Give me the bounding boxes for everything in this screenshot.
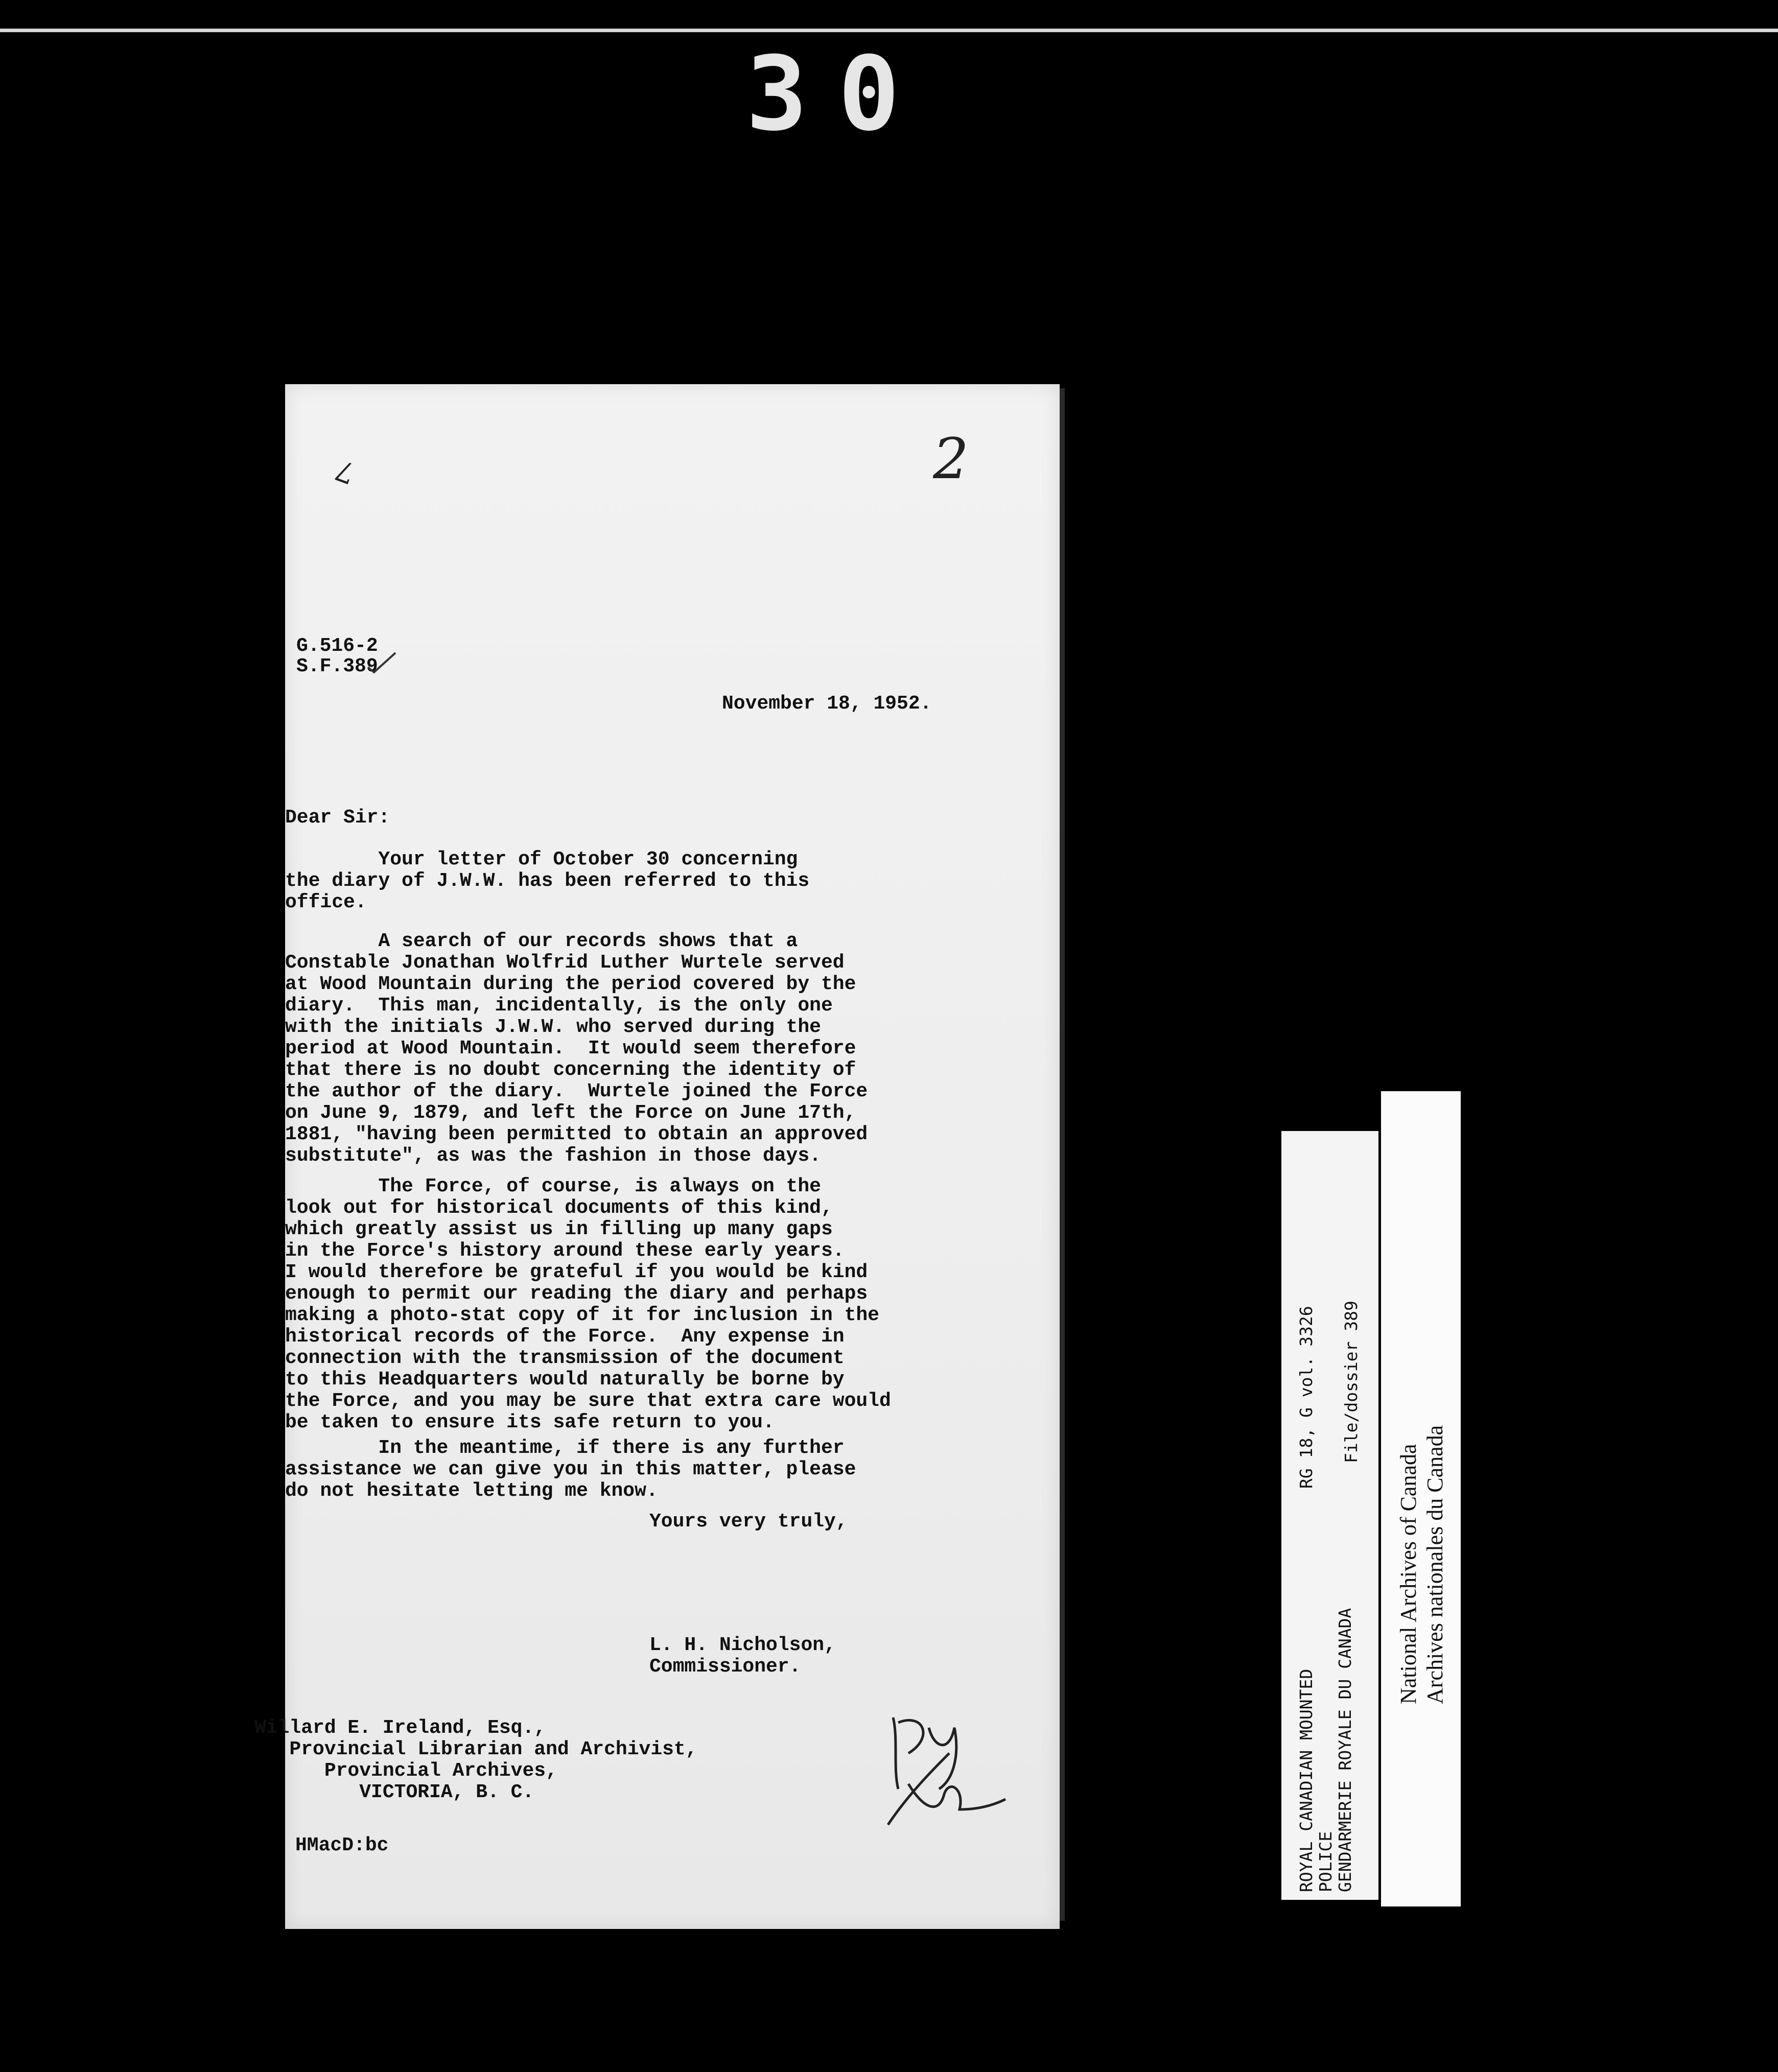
file-reference-1: G.516-2 bbox=[296, 635, 378, 657]
letter-paragraph_3-line: connection with the transmission of the document bbox=[285, 1347, 845, 1369]
letter-paragraph_2-line: Constable Jonathan Wolfrid Luther Wurtele served bbox=[285, 952, 845, 974]
paragraph-1 bbox=[285, 849, 809, 913]
letter-paragraph_2-line: that there is no doubt concerning the identity of bbox=[285, 1059, 856, 1081]
letter-paragraph_4-line: In the meantime, if there is any further bbox=[285, 1437, 845, 1459]
film-top-line bbox=[0, 29, 1778, 32]
letter-paragraph_1-line: office. bbox=[285, 891, 367, 913]
letter-paragraph_3-line: The Force, of course, is always on the bbox=[285, 1175, 821, 1197]
letter-paragraph_2-line: period at Wood Mountain. It would seem therefore bbox=[285, 1038, 856, 1059]
label-line-2: POLICE bbox=[1316, 1831, 1336, 1892]
typist-reference: HMacD:bc bbox=[295, 1834, 389, 1856]
letter-paragraph_3-line: look out for historical documents of this kind, bbox=[285, 1197, 833, 1219]
signatory-name: L. H. Nicholson, bbox=[649, 1634, 836, 1656]
letter-paragraph_1-line: the diary of J.W.W. has been referred to this bbox=[285, 870, 810, 892]
archive-reference-label bbox=[1281, 1131, 1378, 1900]
letter-sheet bbox=[254, 384, 1060, 1929]
sheet-shadow-edge bbox=[1060, 388, 1065, 1921]
recipient-address bbox=[254, 1717, 697, 1803]
letter-address-line: Willard E. Ireland, Esq., bbox=[254, 1717, 546, 1739]
letter-address-line: Provincial Librarian and Archivist, bbox=[254, 1738, 697, 1760]
signatory-title: Commissioner. bbox=[649, 1656, 801, 1678]
checkmark-icon bbox=[367, 650, 397, 675]
letter-paragraph_2-line: with the initials J.W.W. who served during the bbox=[285, 1016, 821, 1038]
label-line-1: ROYAL CANADIAN MOUNTED bbox=[1296, 1668, 1316, 1892]
letter-paragraph_3-line: which greatly assist us in filling up many gaps bbox=[285, 1218, 833, 1240]
letter-paragraph_3-line: the Force, and you may be sure that extra care would bbox=[285, 1390, 891, 1412]
closing: Yours very truly, bbox=[649, 1511, 848, 1533]
salutation: Dear Sir: bbox=[285, 807, 390, 829]
paragraph-3 bbox=[285, 1176, 891, 1433]
letter-paragraph_2-line: 1881, "having been permitted to obtain an approved bbox=[285, 1123, 868, 1145]
letter-paragraph_3-line: making a photo-stat copy of it for inclusion in the bbox=[285, 1304, 879, 1326]
frame-number: 30 bbox=[746, 35, 930, 154]
letter-paragraph_3-line: in the Force's history around these early years. bbox=[285, 1240, 845, 1262]
handwritten-page-number: 2 bbox=[933, 426, 969, 491]
letter-date: November 18, 1952. bbox=[722, 693, 932, 715]
letter-paragraph_2-line: A search of our records shows that a bbox=[285, 930, 798, 952]
paragraph-2 bbox=[285, 931, 868, 1167]
handwritten-initials bbox=[878, 1707, 1011, 1845]
letter-paragraph_2-line: substitute", as was the fashion in those days. bbox=[285, 1145, 821, 1167]
institution-english: National Archives of Canada bbox=[1396, 1444, 1421, 1704]
letter-paragraph_3-line: historical records of the Force. Any expense in bbox=[285, 1326, 845, 1348]
handwritten-corner-mark: 7 bbox=[331, 452, 360, 490]
letter-paragraph_4-line: do not hesitate letting me know. bbox=[285, 1480, 658, 1502]
archive-institution-label bbox=[1381, 1091, 1461, 1906]
letter-paragraph_3-line: enough to permit our reading the diary and perhaps bbox=[285, 1283, 868, 1305]
letter-paragraph_2-line: at Wood Mountain during the period covered by the bbox=[285, 973, 856, 995]
letter-paragraph_3-line: to this Headquarters would naturally be borne by bbox=[285, 1369, 845, 1391]
label-file-number: File/dossier 389 bbox=[1341, 1301, 1361, 1463]
letter-paragraph_1-line: Your letter of October 30 concerning bbox=[285, 849, 798, 870]
letter-address-line: VICTORIA, B. C. bbox=[254, 1781, 534, 1803]
letter-address-line: Provincial Archives, bbox=[254, 1760, 557, 1782]
file-reference-2: S.F.389 bbox=[296, 655, 378, 677]
letter-paragraph_3-line: be taken to ensure its safe return to you. bbox=[285, 1411, 775, 1433]
label-record-group: RG 18, G vol. 3326 bbox=[1296, 1306, 1316, 1489]
letter-paragraph_3-line: I would therefore be grateful if you would be kind bbox=[285, 1261, 868, 1283]
paragraph-4 bbox=[285, 1438, 856, 1502]
letter-paragraph_2-line: the author of the diary. Wurtele joined the Force bbox=[285, 1080, 868, 1102]
letter-paragraph_2-line: diary. This man, incidentally, is the only one bbox=[285, 995, 833, 1017]
institution-french: Archives nationales du Canada bbox=[1422, 1425, 1447, 1704]
letter-paragraph_2-line: on June 9, 1879, and left the Force on June 17th, bbox=[285, 1102, 856, 1124]
label-line-3: GENDARMERIE ROYALE DU CANADA bbox=[1335, 1608, 1355, 1892]
letter-paragraph_4-line: assistance we can give you in this matter, please bbox=[285, 1458, 856, 1480]
